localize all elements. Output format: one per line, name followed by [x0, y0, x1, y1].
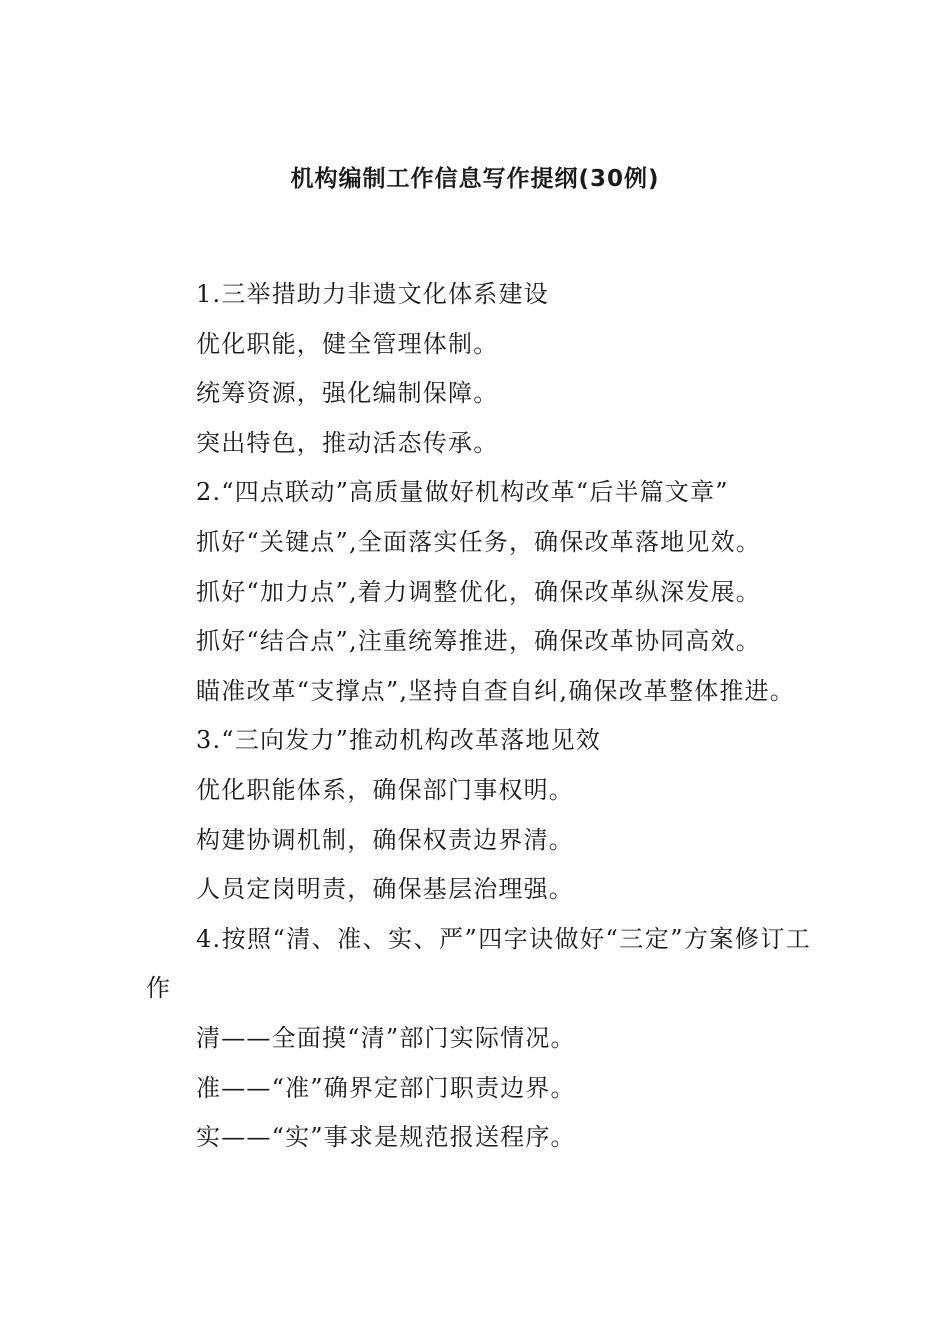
- paragraph: 构建协调机制，确保权责边界清。: [196, 825, 574, 854]
- paragraph: 优化职能体系，确保部门事权明。: [196, 775, 574, 804]
- paragraph: 瞄准改革“支撑点”,坚持自查自纠,确保改革整体推进。: [196, 676, 795, 705]
- heading-1: 1.三举措助力非遗文化体系建设: [196, 280, 549, 308]
- paragraph: 统筹资源，强化编制保障。: [196, 379, 499, 408]
- paragraph: 准——“准”确界定部门职责边界。: [196, 1073, 576, 1102]
- paragraph: 实——“实”事求是规范报送程序。: [196, 1123, 576, 1152]
- paragraph: 人员定岗明责，确保基层治理强。: [196, 875, 574, 904]
- paragraph: 清——全面摸“清”部门实际情况。: [196, 1023, 576, 1052]
- paragraph: 抓好“结合点”,注重统筹推进，确保改革协同高效。: [196, 627, 761, 656]
- document-body: [146, 270, 811, 1163]
- heading-2: 2.“四点联动”高质量做好机构改革“后半篇文章”: [196, 478, 729, 507]
- heading-4: 4.按照“清、准、实、严”四字诀做好“三定”方案修订工作: [146, 924, 811, 1003]
- heading-3: 3.“三向发力”推动机构改革落地见效: [196, 726, 602, 755]
- paragraph: 突出特色，推动活态传承。: [196, 428, 499, 457]
- paragraph: 抓好“关键点”,全面落实任务，确保改革落地见效。: [196, 527, 761, 556]
- paragraph: 抓好“加力点”,着力调整优化，确保改革纵深发展。: [196, 577, 761, 606]
- document-title: 机构编制工作信息写作提纲(30例): [290, 166, 660, 192]
- paragraph: 优化职能，健全管理体制。: [196, 329, 499, 358]
